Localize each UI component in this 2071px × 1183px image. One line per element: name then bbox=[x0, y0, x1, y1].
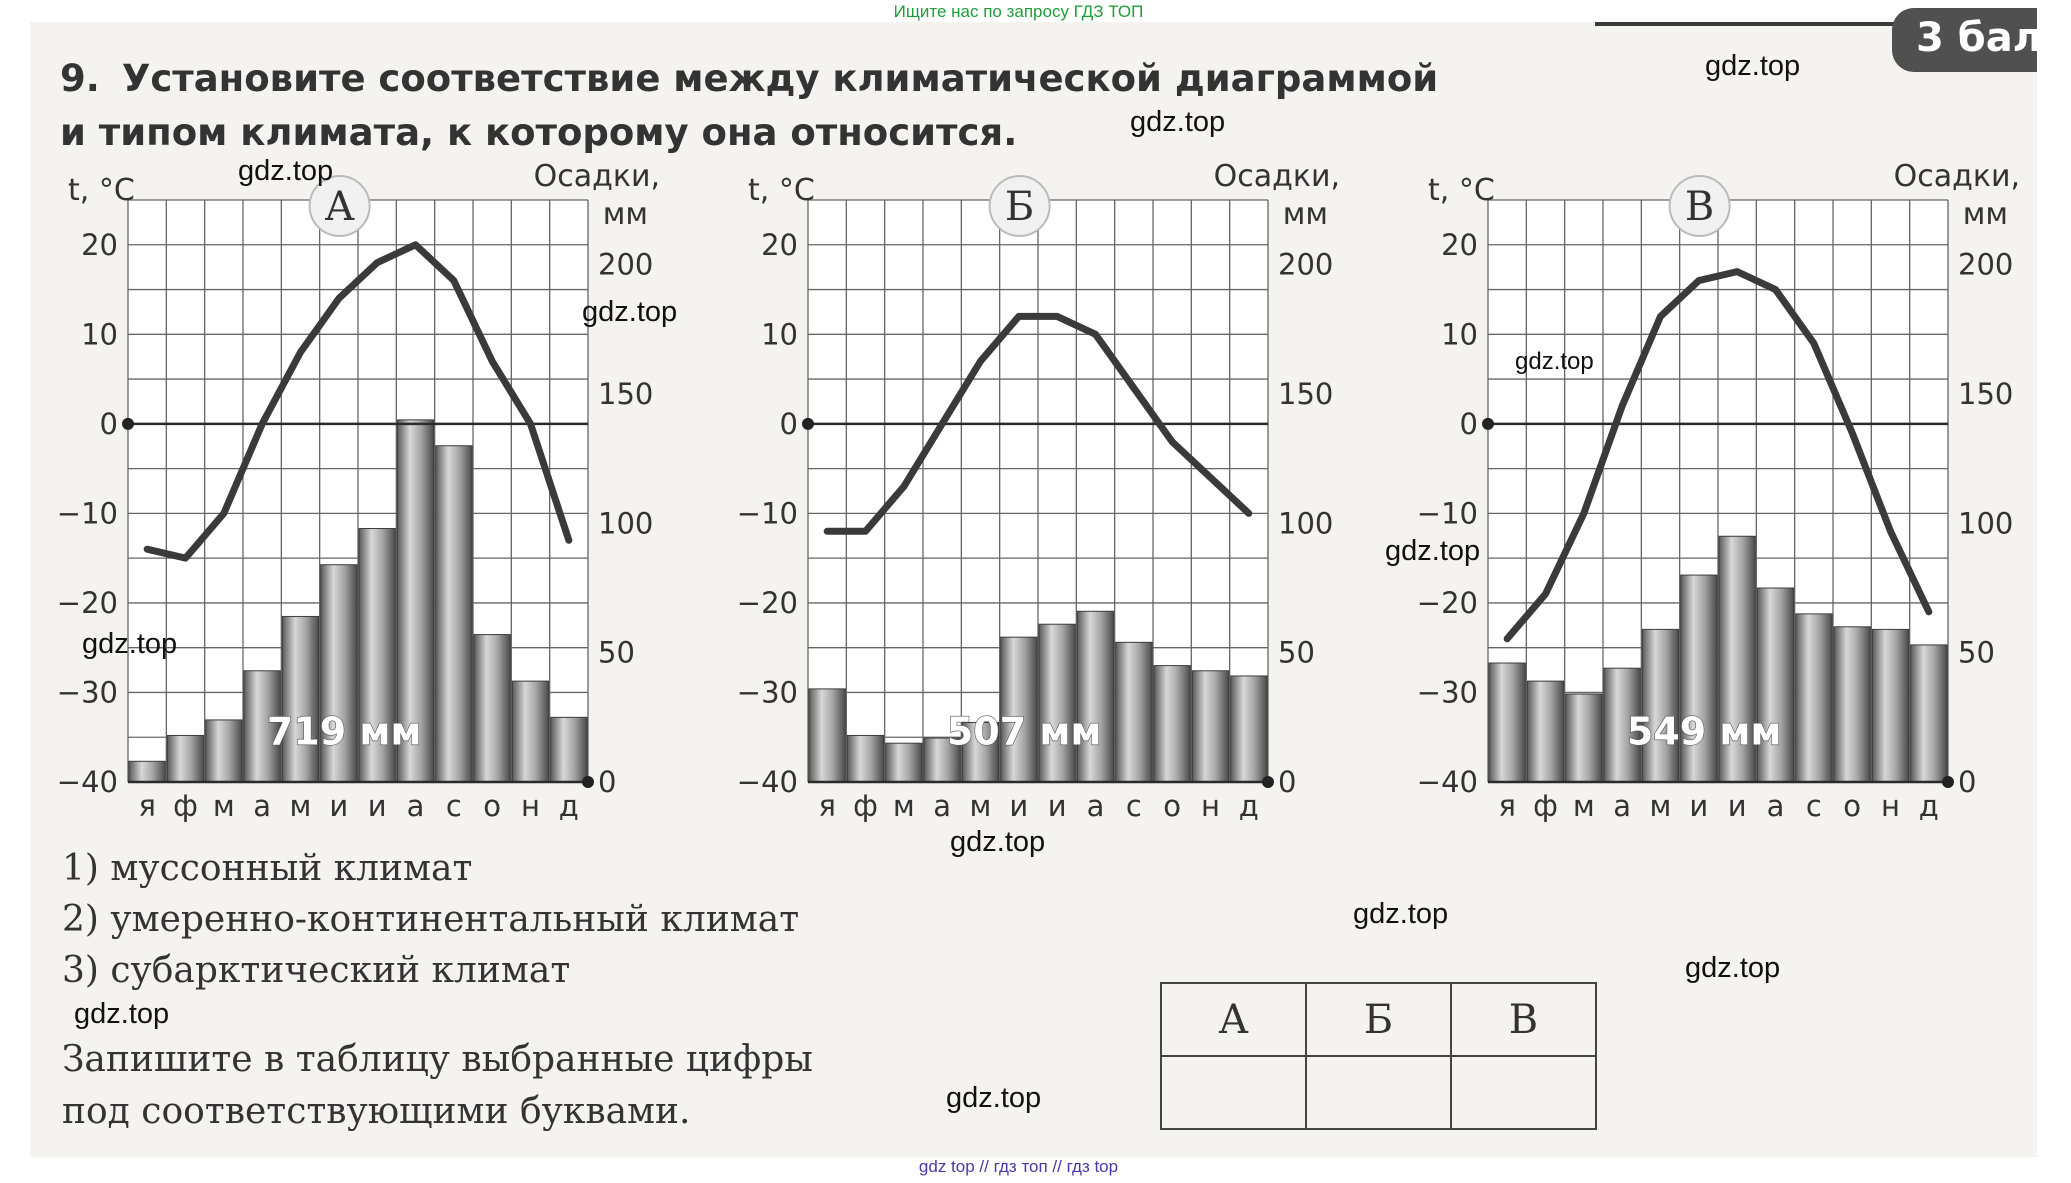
answer-cell-a[interactable] bbox=[1161, 1056, 1306, 1129]
watermark: gdz.top bbox=[582, 296, 678, 328]
month-label: м bbox=[1572, 789, 1595, 823]
month-label: м bbox=[892, 789, 915, 823]
precip-total: 507 мм bbox=[946, 709, 1102, 754]
month-label: ф bbox=[1533, 789, 1558, 823]
climate-chart-v bbox=[1416, 159, 2020, 823]
watermark: gdz.top bbox=[1685, 952, 1781, 984]
precipitation-bar bbox=[167, 735, 203, 782]
answer-header-v: В bbox=[1451, 983, 1596, 1056]
month-label: я bbox=[818, 789, 836, 823]
temp-tick-label: −40 bbox=[1416, 765, 1478, 799]
precip-tick-label: 200 bbox=[1278, 247, 1334, 282]
month-label: с bbox=[1805, 789, 1822, 823]
precip-tick-label: 100 bbox=[598, 506, 654, 541]
watermark: gdz.top bbox=[1385, 535, 1481, 567]
answer-cell-b[interactable] bbox=[1306, 1056, 1451, 1129]
instruction-line-2: под соответствующими буквами. bbox=[62, 1091, 691, 1132]
temp-tick-label: −40 bbox=[736, 765, 798, 799]
month-label: и bbox=[1689, 789, 1709, 823]
month-label: м bbox=[969, 789, 992, 823]
precip-axis-label: Осадки, bbox=[1213, 159, 1340, 194]
month-label: ф bbox=[853, 789, 878, 823]
month-label: м bbox=[1649, 789, 1672, 823]
precip-tick-label: 200 bbox=[598, 247, 654, 282]
precip-tick-label: 50 bbox=[1958, 635, 1995, 670]
precipitation-bar bbox=[1642, 629, 1678, 782]
month-label: м bbox=[289, 789, 312, 823]
month-label: ф bbox=[173, 789, 198, 823]
temp-tick-label: −20 bbox=[56, 585, 118, 620]
month-label: н bbox=[1201, 789, 1220, 823]
precip-tick-label: 150 bbox=[1958, 377, 2014, 411]
temp-tick-label: 20 bbox=[1441, 227, 1478, 262]
option-1: 1) муссонный климат bbox=[62, 848, 473, 889]
precip-tick-label: 0 bbox=[1278, 765, 1297, 799]
precipitation-bar bbox=[809, 689, 845, 782]
precipitation-bar bbox=[1834, 627, 1870, 782]
precipitation-bar bbox=[1116, 642, 1152, 782]
answer-table bbox=[1160, 982, 1597, 1130]
answer-header-b: Б bbox=[1306, 983, 1451, 1056]
precipitation-bar bbox=[1154, 666, 1190, 782]
precip-tick-label: 150 bbox=[598, 377, 654, 411]
chart-letter: А bbox=[324, 184, 355, 230]
chart-letter: В bbox=[1684, 184, 1715, 230]
precip-tick-label: 150 bbox=[1278, 377, 1334, 411]
baseline-dot bbox=[1942, 776, 1954, 788]
precipitation-bar bbox=[282, 616, 318, 782]
temp-tick-label: −20 bbox=[1416, 585, 1478, 620]
month-label: н bbox=[521, 789, 540, 823]
precip-axis-label: Осадки, bbox=[533, 159, 660, 194]
temp-axis-label: t, °С bbox=[1428, 173, 1495, 208]
watermark: gdz.top bbox=[946, 1082, 1042, 1114]
precipitation-bar bbox=[436, 446, 472, 782]
baseline-dot bbox=[582, 776, 594, 788]
month-label: и bbox=[367, 789, 387, 823]
month-label: д bbox=[1918, 789, 1939, 823]
answer-header-a: А bbox=[1161, 983, 1306, 1056]
precipitation-bar bbox=[474, 635, 510, 782]
precip-axis-unit: мм bbox=[602, 197, 648, 232]
month-label: а bbox=[1086, 789, 1105, 823]
precipitation-bar bbox=[1489, 663, 1525, 782]
watermark: gdz.top bbox=[74, 998, 170, 1030]
temp-axis-label: t, °С bbox=[68, 173, 135, 208]
month-label: д bbox=[1238, 789, 1259, 823]
month-label: а bbox=[933, 789, 952, 823]
question-body: Установите соответствие между климатической диаграммой и типом климата, к которому она относится. bbox=[60, 57, 1439, 154]
month-label: я bbox=[138, 789, 156, 823]
watermark: gdz.top bbox=[1353, 898, 1449, 930]
temp-tick-label: −10 bbox=[56, 496, 118, 531]
precipitation-bar bbox=[206, 720, 242, 782]
precip-tick-label: 0 bbox=[1958, 765, 1977, 799]
month-label: и bbox=[1009, 789, 1029, 823]
climate-chart-a bbox=[56, 159, 660, 823]
precipitation-bar bbox=[512, 681, 548, 782]
precip-tick-label: 100 bbox=[1958, 506, 2014, 541]
temp-tick-label: 10 bbox=[81, 317, 118, 352]
watermark: gdz.top bbox=[950, 826, 1046, 858]
answer-cell-v[interactable] bbox=[1451, 1056, 1596, 1129]
climate-options bbox=[62, 843, 799, 996]
month-label: и bbox=[329, 789, 349, 823]
temp-tick-label: 0 bbox=[99, 406, 118, 441]
month-label: н bbox=[1881, 789, 1900, 823]
precipitation-bar bbox=[886, 743, 922, 782]
temp-tick-label: 10 bbox=[761, 317, 798, 352]
month-label: и bbox=[1727, 789, 1747, 823]
precip-total: 549 мм bbox=[1626, 709, 1782, 754]
precipitation-bar bbox=[1192, 671, 1228, 782]
month-label: о bbox=[483, 789, 502, 823]
month-label: а bbox=[1766, 789, 1785, 823]
watermark: gdz.top bbox=[1705, 50, 1801, 82]
temp-tick-label: 20 bbox=[761, 227, 798, 262]
month-label: а bbox=[406, 789, 425, 823]
question-text bbox=[60, 52, 1460, 160]
watermark: gdz.top bbox=[1130, 106, 1226, 138]
precipitation-bar bbox=[1911, 645, 1947, 782]
month-label: о bbox=[1843, 789, 1862, 823]
temp-tick-label: 10 bbox=[1441, 317, 1478, 352]
chart-svg bbox=[1416, 159, 2020, 860]
month-label: с bbox=[1125, 789, 1142, 823]
points-tab: 3 балл bbox=[1892, 8, 2037, 72]
question-number: 9. bbox=[60, 57, 100, 100]
precip-axis-unit: мм bbox=[1962, 197, 2008, 232]
month-label: д bbox=[558, 789, 579, 823]
temp-tick-label: −20 bbox=[736, 585, 798, 620]
zero-dot bbox=[122, 418, 134, 430]
chart-letter: Б bbox=[1004, 184, 1035, 230]
temp-tick-label: 20 bbox=[81, 227, 118, 262]
climate-chart-b bbox=[736, 159, 1340, 823]
chart-svg bbox=[56, 159, 660, 860]
temp-tick-label: 0 bbox=[779, 406, 798, 441]
month-label: м bbox=[212, 789, 235, 823]
month-label: и bbox=[1047, 789, 1067, 823]
month-label: а bbox=[1613, 789, 1632, 823]
watermark: gdz.top bbox=[1515, 348, 1594, 375]
watermark: gdz.top bbox=[238, 155, 334, 187]
top-banner: Ищите нас по запросу ГДЗ ТОП bbox=[893, 2, 1144, 21]
month-label: я bbox=[1498, 789, 1516, 823]
precipitation-bar bbox=[1566, 694, 1602, 782]
precip-tick-label: 50 bbox=[598, 635, 635, 670]
month-label: с bbox=[445, 789, 462, 823]
option-3: 3) субарктический климат bbox=[62, 950, 571, 991]
watermark: gdz.top bbox=[82, 628, 178, 660]
precipitation-bar bbox=[129, 761, 165, 782]
precipitation-bar bbox=[1077, 611, 1113, 782]
corner-rule bbox=[1595, 22, 1895, 26]
temp-tick-label: −30 bbox=[56, 675, 118, 710]
precipitation-bar bbox=[1231, 676, 1267, 782]
temp-tick-label: −10 bbox=[736, 496, 798, 531]
zero-dot bbox=[802, 418, 814, 430]
instruction bbox=[62, 1034, 813, 1138]
precipitation-bar bbox=[551, 717, 587, 782]
temp-axis-label: t, °С bbox=[748, 173, 815, 208]
instruction-line-1: Запишите в таблицу выбранные цифры bbox=[62, 1039, 813, 1080]
option-2: 2) умеренно-континентальный климат bbox=[62, 899, 800, 940]
month-label: о bbox=[1163, 789, 1182, 823]
precip-tick-label: 200 bbox=[1958, 247, 2014, 282]
baseline-dot bbox=[1262, 776, 1274, 788]
temp-tick-label: −30 bbox=[1416, 675, 1478, 710]
precip-tick-label: 50 bbox=[1278, 635, 1315, 670]
temp-tick-label: −30 bbox=[736, 675, 798, 710]
bottom-banner: gdz top // гдз топ // гдз top bbox=[918, 1157, 1119, 1176]
zero-dot bbox=[1482, 418, 1494, 430]
precip-axis-label: Осадки, bbox=[1893, 159, 2020, 194]
precip-tick-label: 0 bbox=[598, 765, 617, 799]
chart-svg bbox=[736, 159, 1340, 860]
temp-tick-label: −10 bbox=[1416, 496, 1478, 531]
temp-tick-label: −40 bbox=[56, 765, 118, 799]
month-label: а bbox=[253, 789, 272, 823]
precip-tick-label: 100 bbox=[1278, 506, 1334, 541]
precipitation-bar bbox=[1872, 629, 1908, 782]
precip-axis-unit: мм bbox=[1282, 197, 1328, 232]
precipitation-bar bbox=[1796, 614, 1832, 782]
temp-tick-label: 0 bbox=[1459, 406, 1478, 441]
precipitation-bar bbox=[1039, 624, 1075, 782]
precipitation-bar bbox=[1527, 681, 1563, 782]
precipitation-bar bbox=[847, 735, 883, 782]
precip-total: 719 мм bbox=[266, 709, 422, 754]
